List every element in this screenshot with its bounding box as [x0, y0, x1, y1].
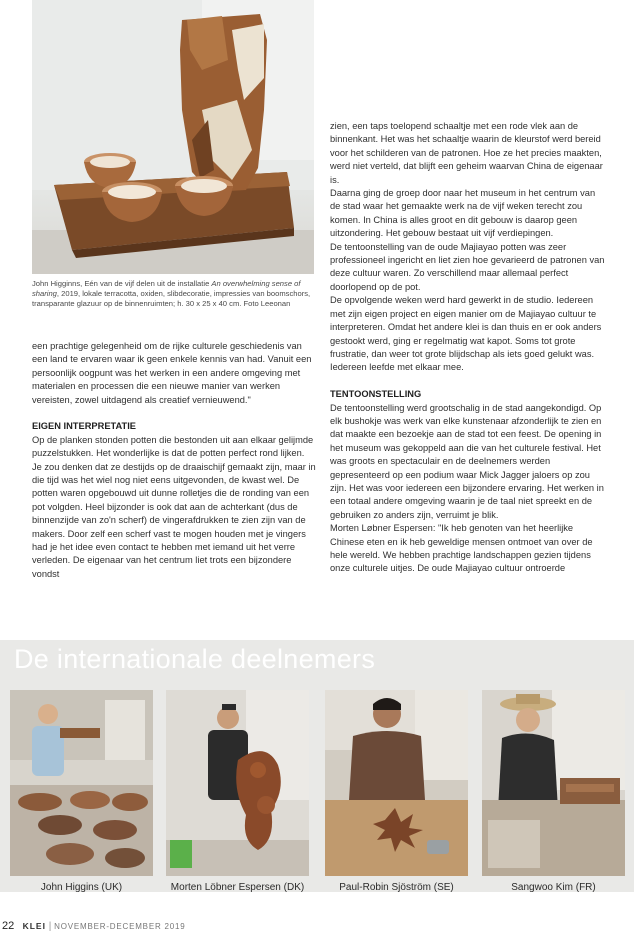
participants-title: De internationale deelnemers [14, 644, 376, 674]
participant-photo-paul-robin-sjostrom [325, 690, 468, 876]
paragraph: Daarna ging de groep door naar het museum in het centrum van de stad waar het gemaakte werk na de vijf weken terecht zou komen. In China is alles groot en dit gebouw is daarop geen uitzondering. Het gebouw bestaat uit vijf verdiepingen. [330, 188, 596, 239]
participant-photo-sangwoo-kim [482, 690, 625, 876]
left-column [32, 340, 316, 581]
paragraph: Op de planken stonden potten die bestonden uit aan elkaar gelijmde puzzelstukken. Het wonderlijke is dat de potten perfect rond lijken. Je zou denken dat ze destijds op de draaischijf gemaakt zijn, maar in die tijd was het wiel nog niet eens uitgevonden, de kwast wel. De potten waren opgebouwd uit dunne rolletjes die de ronding van een pot volgden. Heel bijzonder is ook dat aan de achterkant (dus de binnenzijde van zo'n scherf) de vingerafdrukken te zien zijn van de makers. Door zelf een scherf vast te mogen houden met je vingers had je het idee even contact te hebben met iemand uit het verre verleden. De eigenaar van het centrum liet trots een bijzondere vondst [32, 434, 316, 579]
participant-name: John Higgins (UK) [40, 882, 123, 893]
caption-suffix: , 2019, lokale terracotta, oxiden, slibdecoratie, impressies van boomschors, transparante glazuur op de binnenruimten; h. 30 x 25 x 40 cm. Foto Leeonan [32, 289, 311, 309]
paragraph: De opvolgende weken werd hard gewerkt in de studio. Iedereen met zijn eigen project en eigen manier om de Majiayao cultuur te interpreteren. Omdat het andere klei is dan thuis en er ook anders gestookt werd, ging er regelmatig wat kapot. Soms tot grote frustratie, dan weer tot grote blijdschap als iets goed gelukt was. Iedereen leefde met elkaar mee. [330, 295, 602, 373]
paragraph: De tentoonstelling van de oude Majiayao potten was zeer professioneel ingericht en liet zien hoe gevarieerd de patronen van deze cultuur waren. Zo verschillend maar allemaal perfect doorlopend op de pot. [330, 241, 605, 292]
quote-paragraph: Morten Løbner Espersen: "Ik heb genoten van het heerlijke Chinese eten en ik heb geweldige mensen ontmoet van over de hele wereld. We hebben prachtige landschappen gezien tijdens onze culturele uitjes. De oude Majiayao cultuur ontroerde [330, 523, 593, 574]
participant-name: Sangwoo Kim (FR) [511, 882, 596, 893]
participant-photo-john-higgins [10, 690, 153, 876]
paragraph: De tentoonstelling werd grootschalig in de stad aangekondigd. Op elk bushokje was werk van elke kunstenaar afzonderlijk te zien en dat maakte een bezoekje aan de stad tot een feest. De opening in het museum was gekoppeld aan die van het culturele festival. Het was groots en spectaculair en de deelnemers werden gepresenteerd op een podium waar Mick Jagger jaloers op zou zijn. Het was voor iedereen een bijzondere ervaring. Het werken in een totaal andere omgeving waarin je de taal niet spreekt en de gebruiken zo anders zijn, verruimt je blik. [330, 402, 604, 520]
participant-photo-morten-espersen [166, 690, 309, 876]
page-footer [2, 920, 186, 932]
caption-artwork-title: An overwhelming sense of sharing [32, 279, 301, 299]
installation-photo [32, 0, 314, 274]
magazine-name: KLEI [22, 921, 46, 931]
paragraph: zien, een taps toelopend schaaltje met een rode vlek aan de binnenkant. Het was het schaaltje waarin de kleurstof werd bereid voor het schilderen van de patronen. Hoe ze het precies maakten, werd niet verteld, dat blijft een geheim waarvan China de eigenaar is. [330, 121, 603, 185]
caption-prefix: John Higginns, Eén van de vijf delen uit de installatie [32, 279, 212, 288]
participant-name: Morten Löbner Espersen (DK) [170, 882, 305, 893]
intro-paragraph: een prachtige gelegenheid om de rijke culturele geschiedenis van een land te ervaren waar ik geen enkele kennis van had. Vanuit een persoonlijk oogpunt was het werken in een andere omgeving met materialen en processen die een nieuwe manier van werken vereisten, zowel uitdagend als creatief vernieuwend." [32, 341, 312, 405]
section-heading-eigen-interpretatie: EIGEN INTERPRETATIE [32, 421, 136, 432]
issue-date: NOVEMBER-DECEMBER 2019 [54, 922, 186, 931]
footer-separator: | [48, 921, 52, 932]
photo-caption [32, 279, 316, 310]
section-heading-tentoonstelling: TENTOONSTELLING [330, 389, 422, 400]
page-number: 22 [2, 920, 15, 932]
right-column [330, 120, 606, 576]
participant-name: Paul-Robin Sjöström (SE) [339, 882, 454, 893]
ceramic-installation-illustration [32, 0, 314, 274]
